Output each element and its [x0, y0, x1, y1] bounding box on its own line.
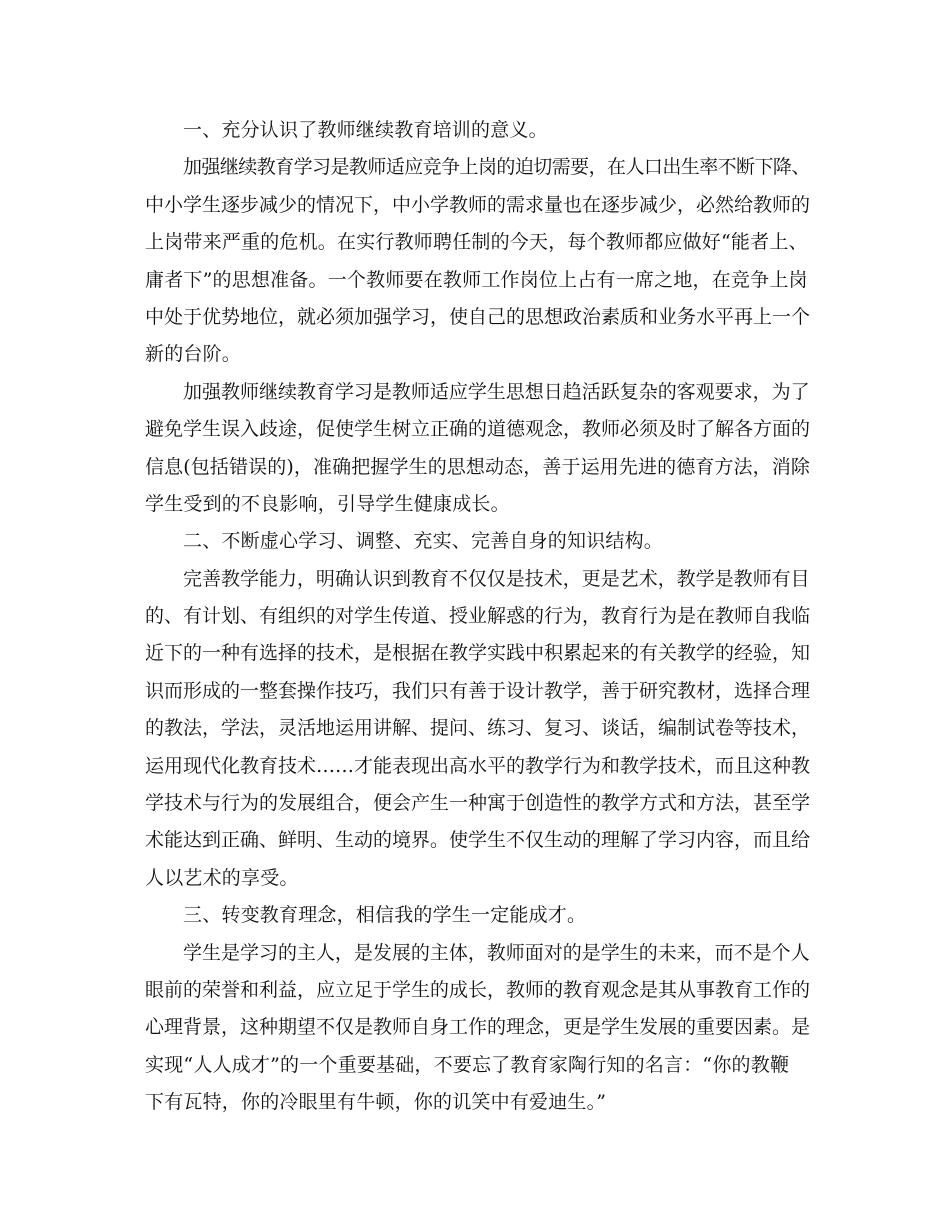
paragraph-line: 运用现代化教育技术……才能表现出高水平的教学行为和教学技术，而且这种教	[145, 754, 811, 777]
paragraph-line: 学生是学习的主人，是发展的主体，教师面对的是学生的未来，而不是个人	[183, 941, 810, 964]
paragraph-line: 加强继续教育学习是教师适应竞争上岗的迫切需要，在人口出生率不断下降、	[183, 156, 810, 179]
paragraph-line: 识而形成的一整套操作技巧，我们只有善于设计教学，善于研究教材，选择合理	[145, 679, 811, 702]
paragraph-line: 庸者下”的思想准备。一个教师要在教师工作岗位上占有一席之地，在竞争上岗	[145, 268, 808, 291]
paragraph-line: 加强教师继续教育学习是教师适应学生思想日趋活跃复杂的客观要求，为了	[183, 380, 810, 403]
paragraph-line: 心理背景，这种期望不仅是教师自身工作的理念，更是学生发展的重要因素。是	[145, 1016, 811, 1039]
section-heading: 一、充分认识了教师继续教育培训的意义。	[183, 119, 548, 141]
paragraph-line: 新的台阶。	[145, 343, 242, 366]
paragraph-line: 学技术与行为的发展组合，便会产生一种寓于创造性的教学方式和方法，甚至学	[145, 792, 811, 815]
paragraph-line: 近下的一种有选择的技术，是根据在教学实践中积累起来的有关教学的经验，知	[145, 642, 811, 665]
paragraph-line: 下有瓦特，你的冷眼里有牛顿，你的讥笑中有爱迪生。”	[145, 1091, 607, 1114]
paragraph-line: 术能达到正确、鲜明、生动的境界。使学生不仅生动的理解了学习内容，而且给	[145, 829, 811, 852]
document-body	[145, 112, 810, 1122]
paragraph-line: 学生受到的不良影响，引导学生健康成长。	[145, 492, 510, 515]
paragraph-line: 人以艺术的享受。	[145, 866, 299, 889]
paragraph-line: 中小学生逐步减少的情况下，中小学教师的需求量也在逐步减少，必然给教师的	[145, 193, 811, 216]
section-heading: 三、转变教育理念，相信我的学生一定能成才。	[183, 904, 587, 927]
paragraph-line: 完善教学能力，明确认识到教育不仅仅是技术，更是艺术，教学是教师有目	[183, 567, 810, 590]
section-heading: 二、不断虚心学习、调整、充实、完善自身的知识结构。	[183, 530, 664, 553]
paragraph-line: 信息(包括错误的)，准确把握学生的思想动态，善于运用先进的德育方法，消除	[145, 455, 811, 478]
paragraph-line: 实现“人人成才”的一个重要基础，不要忘了教育家陶行知的名言：“你的教鞭	[145, 1053, 790, 1076]
paragraph-line: 中处于优势地位，就必须加强学习，使自己的思想政治素质和业务水平再上一个	[145, 305, 811, 328]
paragraph-line: 上岗带来严重的危机。在实行教师聘任制的今天，每个教师都应做好“能者上、	[145, 231, 808, 254]
paragraph-line: 避免学生误入歧途，促使学生树立正确的道德观念，教师必须及时了解各方面的	[145, 418, 811, 441]
paragraph-line: 眼前的荣誉和利益，应立足于学生的成长，教师的教育观念是其从事教育工作的	[145, 978, 811, 1001]
paragraph-line: 的教法，学法，灵活地运用讲解、提问、练习、复习、谈话，编制试卷等技术，	[145, 717, 811, 740]
paragraph-line: 的、有计划、有组织的对学生传道、授业解惑的行为，教育行为是在教师自我临	[145, 605, 811, 628]
